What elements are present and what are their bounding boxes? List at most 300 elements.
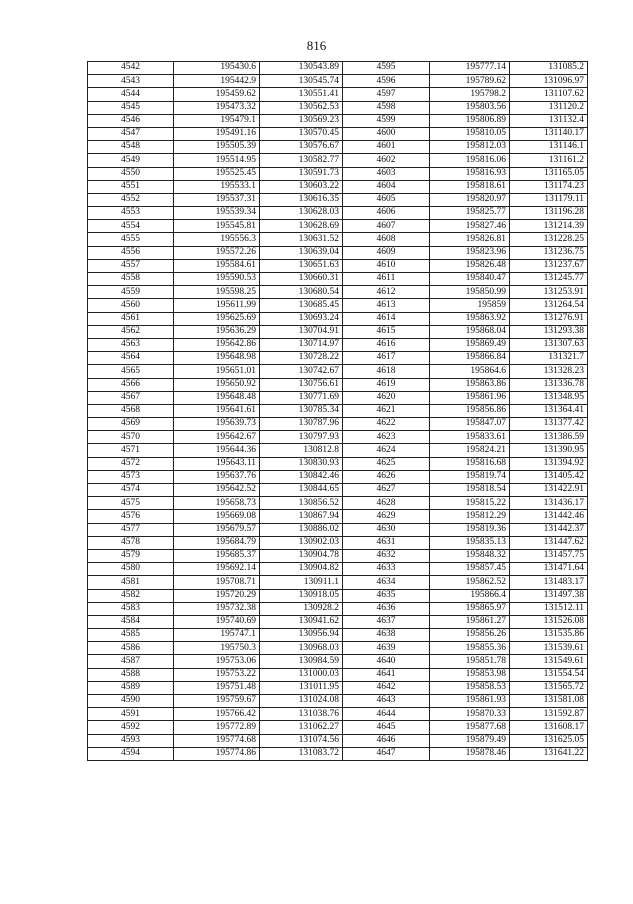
table-cell-y-coordinate: 131447.62: [510, 536, 588, 549]
table-row: [88, 101, 588, 114]
table-row: [88, 193, 588, 206]
table-cell-y-coordinate: 130956.94: [260, 629, 343, 642]
table-cell-x-coordinate: 195479.1: [174, 114, 260, 127]
table-cell-point-id: 4592: [88, 721, 174, 734]
table-cell-point-id: 4641: [343, 668, 430, 681]
table-cell-y-coordinate: 131132.4: [510, 114, 588, 127]
table-cell-y-coordinate: 130928.2: [260, 602, 343, 615]
table-cell-x-coordinate: 195819.36: [430, 523, 510, 536]
table-cell-point-id: 4543: [88, 75, 174, 88]
table-cell-x-coordinate: 195777.14: [430, 62, 510, 75]
table-cell-y-coordinate: 131535.86: [510, 629, 588, 642]
table-cell-point-id: 4584: [88, 615, 174, 628]
table-cell-point-id: 4621: [343, 404, 430, 417]
table-row: [88, 88, 588, 101]
table-cell-y-coordinate: 131074.56: [260, 734, 343, 747]
table-row: [88, 365, 588, 378]
table-cell-point-id: 4581: [88, 576, 174, 589]
table-cell-y-coordinate: 131592.87: [510, 708, 588, 721]
table-cell-point-id: 4573: [88, 470, 174, 483]
table-row: [88, 457, 588, 470]
table-cell-y-coordinate: 130576.67: [260, 141, 343, 154]
table-cell-y-coordinate: 131000.03: [260, 668, 343, 681]
table-cell-point-id: 4634: [343, 576, 430, 589]
table-cell-x-coordinate: 195870.33: [430, 708, 510, 721]
table-cell-x-coordinate: 195669.08: [174, 510, 260, 523]
table-cell-x-coordinate: 195774.86: [174, 747, 260, 760]
table-row: [88, 391, 588, 404]
table-row: [88, 721, 588, 734]
table-cell-point-id: 4617: [343, 352, 430, 365]
table-cell-x-coordinate: 195772.89: [174, 721, 260, 734]
table-cell-point-id: 4580: [88, 563, 174, 576]
table-row: [88, 615, 588, 628]
table-cell-y-coordinate: 131442.46: [510, 510, 588, 523]
table-cell-y-coordinate: 130941.62: [260, 615, 343, 628]
table-cell-x-coordinate: 195533.1: [174, 180, 260, 193]
table-cell-point-id: 4558: [88, 273, 174, 286]
table-cell-point-id: 4585: [88, 629, 174, 642]
table-cell-x-coordinate: 195863.92: [430, 312, 510, 325]
table-row: [88, 668, 588, 681]
table-cell-y-coordinate: 131641.22: [510, 747, 588, 760]
table-cell-x-coordinate: 195868.04: [430, 325, 510, 338]
table-cell-y-coordinate: 131236.75: [510, 246, 588, 259]
table-cell-point-id: 4559: [88, 286, 174, 299]
table-cell-y-coordinate: 131565.72: [510, 681, 588, 694]
table-cell-y-coordinate: 130551.41: [260, 88, 343, 101]
table-cell-point-id: 4547: [88, 127, 174, 140]
table-cell-point-id: 4610: [343, 259, 430, 272]
table-cell-y-coordinate: 130756.61: [260, 378, 343, 391]
table-cell-y-coordinate: 130844.65: [260, 484, 343, 497]
table-cell-x-coordinate: 195819.74: [430, 470, 510, 483]
table-cell-y-coordinate: 131364.41: [510, 404, 588, 417]
table-cell-y-coordinate: 131062.27: [260, 721, 343, 734]
table-cell-x-coordinate: 195650.92: [174, 378, 260, 391]
table-cell-y-coordinate: 131483.17: [510, 576, 588, 589]
table-cell-point-id: 4636: [343, 602, 430, 615]
table-row: [88, 325, 588, 338]
table-cell-point-id: 4589: [88, 681, 174, 694]
table-cell-y-coordinate: 131422.91: [510, 484, 588, 497]
table-cell-x-coordinate: 195651.01: [174, 365, 260, 378]
table-row: [88, 404, 588, 417]
table-cell-point-id: 4603: [343, 167, 430, 180]
table-row: [88, 141, 588, 154]
table-cell-y-coordinate: 131554.54: [510, 668, 588, 681]
table-cell-x-coordinate: 195430.6: [174, 62, 260, 75]
table-cell-y-coordinate: 131608.17: [510, 721, 588, 734]
table-cell-point-id: 4628: [343, 497, 430, 510]
table-cell-y-coordinate: 131377.42: [510, 418, 588, 431]
table-cell-point-id: 4554: [88, 220, 174, 233]
table-cell-y-coordinate: 131328.23: [510, 365, 588, 378]
table-cell-y-coordinate: 131011.95: [260, 681, 343, 694]
table-cell-y-coordinate: 130902.03: [260, 536, 343, 549]
table-cell-y-coordinate: 130904.78: [260, 549, 343, 562]
table-cell-point-id: 4647: [343, 747, 430, 760]
table-cell-x-coordinate: 195473.32: [174, 101, 260, 114]
table-cell-point-id: 4577: [88, 523, 174, 536]
table-cell-x-coordinate: 195858.53: [430, 681, 510, 694]
table-row: [88, 444, 588, 457]
table-cell-y-coordinate: 130628.03: [260, 207, 343, 220]
table-cell-y-coordinate: 130616.35: [260, 193, 343, 206]
table-row: [88, 747, 588, 760]
table-cell-y-coordinate: 131386.59: [510, 431, 588, 444]
table-cell-y-coordinate: 131096.97: [510, 75, 588, 88]
table-cell-y-coordinate: 131161.2: [510, 154, 588, 167]
table-cell-x-coordinate: 195856.26: [430, 629, 510, 642]
table-cell-x-coordinate: 195598.25: [174, 286, 260, 299]
table-cell-point-id: 4637: [343, 615, 430, 628]
table-cell-y-coordinate: 131307.63: [510, 338, 588, 351]
table-row: [88, 470, 588, 483]
table-cell-x-coordinate: 195825.77: [430, 207, 510, 220]
table-cell-x-coordinate: 195442.9: [174, 75, 260, 88]
table-cell-point-id: 4613: [343, 299, 430, 312]
table-cell-point-id: 4624: [343, 444, 430, 457]
table-cell-point-id: 4566: [88, 378, 174, 391]
table-cell-x-coordinate: 195684.79: [174, 536, 260, 549]
table-cell-x-coordinate: 195642.67: [174, 431, 260, 444]
table-cell-point-id: 4608: [343, 233, 430, 246]
table-cell-point-id: 4568: [88, 404, 174, 417]
table-row: [88, 220, 588, 233]
table-cell-point-id: 4597: [343, 88, 430, 101]
table-cell-point-id: 4643: [343, 695, 430, 708]
table-cell-x-coordinate: 195847.07: [430, 418, 510, 431]
table-row: [88, 62, 588, 75]
table-cell-point-id: 4588: [88, 668, 174, 681]
table-cell-y-coordinate: 131276.91: [510, 312, 588, 325]
table-cell-x-coordinate: 195658.73: [174, 497, 260, 510]
table-row: [88, 536, 588, 549]
table-cell-y-coordinate: 131146.1: [510, 141, 588, 154]
table-cell-y-coordinate: 131390.95: [510, 444, 588, 457]
table-cell-point-id: 4623: [343, 431, 430, 444]
table-row: [88, 299, 588, 312]
table-cell-y-coordinate: 130569.23: [260, 114, 343, 127]
table-cell-x-coordinate: 195848.32: [430, 549, 510, 562]
table-cell-y-coordinate: 130771.69: [260, 391, 343, 404]
table-row: [88, 75, 588, 88]
table-cell-x-coordinate: 195637.76: [174, 470, 260, 483]
table-cell-point-id: 4631: [343, 536, 430, 549]
table-cell-point-id: 4627: [343, 484, 430, 497]
table-cell-y-coordinate: 131165.05: [510, 167, 588, 180]
table-cell-x-coordinate: 195641.61: [174, 404, 260, 417]
table-cell-x-coordinate: 195491.16: [174, 127, 260, 140]
table-cell-point-id: 4549: [88, 154, 174, 167]
table-cell-point-id: 4622: [343, 418, 430, 431]
table-cell-x-coordinate: 195644.36: [174, 444, 260, 457]
table-cell-point-id: 4630: [343, 523, 430, 536]
table-cell-point-id: 4574: [88, 484, 174, 497]
table-cell-x-coordinate: 195798.2: [430, 88, 510, 101]
table-cell-y-coordinate: 131321.7: [510, 352, 588, 365]
table-cell-x-coordinate: 195865.97: [430, 602, 510, 615]
table-cell-y-coordinate: 130545.74: [260, 75, 343, 88]
table-cell-y-coordinate: 130785.34: [260, 404, 343, 417]
page-number: 816: [306, 38, 327, 53]
table-row: [88, 246, 588, 259]
table-cell-x-coordinate: 195584.61: [174, 259, 260, 272]
table-cell-x-coordinate: 195766.42: [174, 708, 260, 721]
table-cell-y-coordinate: 131457.75: [510, 549, 588, 562]
table-cell-point-id: 4551: [88, 180, 174, 193]
table-cell-x-coordinate: 195851.78: [430, 655, 510, 668]
table-cell-x-coordinate: 195639.73: [174, 418, 260, 431]
table-cell-point-id: 4626: [343, 470, 430, 483]
table-row: [88, 431, 588, 444]
table-cell-x-coordinate: 195861.96: [430, 391, 510, 404]
table-cell-y-coordinate: 131120.2: [510, 101, 588, 114]
table-cell-point-id: 4646: [343, 734, 430, 747]
table-cell-point-id: 4642: [343, 681, 430, 694]
table-cell-x-coordinate: 195679.57: [174, 523, 260, 536]
table-cell-x-coordinate: 195816.06: [430, 154, 510, 167]
table-cell-y-coordinate: 130856.52: [260, 497, 343, 510]
table-cell-point-id: 4593: [88, 734, 174, 747]
table-cell-point-id: 4553: [88, 207, 174, 220]
table-cell-point-id: 4576: [88, 510, 174, 523]
table-cell-x-coordinate: 195642.86: [174, 338, 260, 351]
table-cell-x-coordinate: 195827.46: [430, 220, 510, 233]
table-cell-x-coordinate: 195812.03: [430, 141, 510, 154]
table-row: [88, 734, 588, 747]
table-cell-point-id: 4565: [88, 365, 174, 378]
table-cell-x-coordinate: 195878.46: [430, 747, 510, 760]
table-cell-point-id: 4590: [88, 695, 174, 708]
table-cell-y-coordinate: 130797.93: [260, 431, 343, 444]
table-row: [88, 338, 588, 351]
table-cell-y-coordinate: 131245.77: [510, 273, 588, 286]
table-row: [88, 549, 588, 562]
table-cell-y-coordinate: 131107.62: [510, 88, 588, 101]
table-cell-y-coordinate: 131253.91: [510, 286, 588, 299]
table-cell-y-coordinate: 131336.78: [510, 378, 588, 391]
table-cell-point-id: 4629: [343, 510, 430, 523]
table-cell-point-id: 4555: [88, 233, 174, 246]
table-cell-x-coordinate: 195514.95: [174, 154, 260, 167]
table-cell-point-id: 4606: [343, 207, 430, 220]
table-row: [88, 629, 588, 642]
table-cell-x-coordinate: 195810.05: [430, 127, 510, 140]
table-cell-x-coordinate: 195643.11: [174, 457, 260, 470]
table-cell-y-coordinate: 130984.59: [260, 655, 343, 668]
table-cell-point-id: 4635: [343, 589, 430, 602]
table-cell-point-id: 4601: [343, 141, 430, 154]
table-cell-y-coordinate: 130631.52: [260, 233, 343, 246]
table-cell-point-id: 4562: [88, 325, 174, 338]
table-cell-y-coordinate: 131196.28: [510, 207, 588, 220]
table-cell-x-coordinate: 195750.3: [174, 642, 260, 655]
table-cell-x-coordinate: 195816.68: [430, 457, 510, 470]
table-cell-x-coordinate: 195835.13: [430, 536, 510, 549]
table-cell-point-id: 4550: [88, 167, 174, 180]
table-cell-point-id: 4615: [343, 325, 430, 338]
table-cell-x-coordinate: 195857.45: [430, 563, 510, 576]
table-cell-y-coordinate: 130918.05: [260, 589, 343, 602]
table-cell-y-coordinate: 130704.91: [260, 325, 343, 338]
table-cell-point-id: 4605: [343, 193, 430, 206]
table-cell-y-coordinate: 130830.93: [260, 457, 343, 470]
table-cell-y-coordinate: 130968.03: [260, 642, 343, 655]
table-cell-point-id: 4599: [343, 114, 430, 127]
table-cell-x-coordinate: 195826.81: [430, 233, 510, 246]
table-cell-x-coordinate: 195812.29: [430, 510, 510, 523]
table-cell-x-coordinate: 195864.6: [430, 365, 510, 378]
table-cell-point-id: 4619: [343, 378, 430, 391]
table-cell-x-coordinate: 195824.21: [430, 444, 510, 457]
table-cell-x-coordinate: 195753.06: [174, 655, 260, 668]
table-row: [88, 510, 588, 523]
table-cell-x-coordinate: 195815.22: [430, 497, 510, 510]
table-cell-x-coordinate: 195537.31: [174, 193, 260, 206]
table-row: [88, 589, 588, 602]
table-cell-y-coordinate: 130582.77: [260, 154, 343, 167]
table-row: [88, 602, 588, 615]
table-cell-x-coordinate: 195853.98: [430, 668, 510, 681]
table-cell-x-coordinate: 195840.47: [430, 273, 510, 286]
table-row: [88, 655, 588, 668]
table-cell-point-id: 4571: [88, 444, 174, 457]
table-cell-x-coordinate: 195879.49: [430, 734, 510, 747]
table-cell-y-coordinate: 131539.61: [510, 642, 588, 655]
table-cell-x-coordinate: 195720.29: [174, 589, 260, 602]
table-row: [88, 681, 588, 694]
table-cell-point-id: 4561: [88, 312, 174, 325]
table-cell-point-id: 4570: [88, 431, 174, 444]
table-row: [88, 378, 588, 391]
table-cell-y-coordinate: 130911.1: [260, 576, 343, 589]
table-cell-y-coordinate: 131442.37: [510, 523, 588, 536]
coordinates-table: [87, 61, 588, 761]
table-cell-y-coordinate: 131174.23: [510, 180, 588, 193]
table-cell-point-id: 4556: [88, 246, 174, 259]
table-cell-point-id: 4557: [88, 259, 174, 272]
table-cell-x-coordinate: 195642.52: [174, 484, 260, 497]
table-cell-x-coordinate: 195740.69: [174, 615, 260, 628]
table-cell-x-coordinate: 195648.48: [174, 391, 260, 404]
table-cell-x-coordinate: 195806.89: [430, 114, 510, 127]
table-cell-point-id: 4602: [343, 154, 430, 167]
table-cell-point-id: 4591: [88, 708, 174, 721]
table-cell-point-id: 4604: [343, 180, 430, 193]
table-cell-x-coordinate: 195862.52: [430, 576, 510, 589]
table-cell-x-coordinate: 195545.81: [174, 220, 260, 233]
table-cell-point-id: 4644: [343, 708, 430, 721]
table-cell-x-coordinate: 195866.4: [430, 589, 510, 602]
table-cell-x-coordinate: 195816.93: [430, 167, 510, 180]
table-cell-point-id: 4632: [343, 549, 430, 562]
table-row: [88, 642, 588, 655]
table-cell-point-id: 4560: [88, 299, 174, 312]
table-cell-x-coordinate: 195877.68: [430, 721, 510, 734]
table-cell-point-id: 4595: [343, 62, 430, 75]
table-row: [88, 180, 588, 193]
table-cell-point-id: 4586: [88, 642, 174, 655]
table-cell-y-coordinate: 131581.08: [510, 695, 588, 708]
table-cell-y-coordinate: 131179.11: [510, 193, 588, 206]
table-cell-point-id: 4544: [88, 88, 174, 101]
table-row: [88, 312, 588, 325]
table-cell-x-coordinate: 195539.34: [174, 207, 260, 220]
table-cell-y-coordinate: 130714.97: [260, 338, 343, 351]
table-cell-y-coordinate: 131140.17: [510, 127, 588, 140]
table-cell-y-coordinate: 131038.76: [260, 708, 343, 721]
table-row: [88, 563, 588, 576]
table-cell-x-coordinate: 195823.96: [430, 246, 510, 259]
table-cell-y-coordinate: 131436.17: [510, 497, 588, 510]
table-cell-y-coordinate: 130693.24: [260, 312, 343, 325]
table-cell-y-coordinate: 131549.61: [510, 655, 588, 668]
table-cell-y-coordinate: 131348.95: [510, 391, 588, 404]
table-row: [88, 484, 588, 497]
table-row: [88, 418, 588, 431]
table-cell-y-coordinate: 131024.08: [260, 695, 343, 708]
table-cell-point-id: 4578: [88, 536, 174, 549]
table-cell-point-id: 4548: [88, 141, 174, 154]
table-cell-x-coordinate: 195818.61: [430, 180, 510, 193]
table-cell-x-coordinate: 195869.49: [430, 338, 510, 351]
table-cell-point-id: 4645: [343, 721, 430, 734]
table-cell-point-id: 4616: [343, 338, 430, 351]
table-row: [88, 259, 588, 272]
table-cell-x-coordinate: 195789.62: [430, 75, 510, 88]
table-cell-x-coordinate: 195505.39: [174, 141, 260, 154]
table-cell-point-id: 4618: [343, 365, 430, 378]
table-row: [88, 207, 588, 220]
table-cell-point-id: 4611: [343, 273, 430, 286]
table-cell-y-coordinate: 131405.42: [510, 470, 588, 483]
table-cell-y-coordinate: 131214.39: [510, 220, 588, 233]
table-row: [88, 167, 588, 180]
table-cell-point-id: 4569: [88, 418, 174, 431]
table-cell-point-id: 4609: [343, 246, 430, 259]
table-cell-x-coordinate: 195774.68: [174, 734, 260, 747]
table-cell-point-id: 4545: [88, 101, 174, 114]
table-cell-point-id: 4638: [343, 629, 430, 642]
coordinates-table-body: [88, 62, 588, 761]
table-cell-point-id: 4625: [343, 457, 430, 470]
table-cell-x-coordinate: 195636.29: [174, 325, 260, 338]
table-row: [88, 114, 588, 127]
table-cell-y-coordinate: 130562.53: [260, 101, 343, 114]
table-cell-point-id: 4594: [88, 747, 174, 760]
table-cell-y-coordinate: 130742.67: [260, 365, 343, 378]
table-cell-point-id: 4639: [343, 642, 430, 655]
table-cell-y-coordinate: 131237.67: [510, 259, 588, 272]
table-cell-point-id: 4612: [343, 286, 430, 299]
table-cell-x-coordinate: 195866.84: [430, 352, 510, 365]
table-cell-point-id: 4600: [343, 127, 430, 140]
table-cell-x-coordinate: 195820.97: [430, 193, 510, 206]
table-row: [88, 233, 588, 246]
table-cell-point-id: 4546: [88, 114, 174, 127]
table-cell-point-id: 4582: [88, 589, 174, 602]
table-row: [88, 127, 588, 140]
table-row: [88, 352, 588, 365]
table-cell-point-id: 4563: [88, 338, 174, 351]
table-row: [88, 523, 588, 536]
table-cell-y-coordinate: 131394.92: [510, 457, 588, 470]
table-cell-point-id: 4579: [88, 549, 174, 562]
table-cell-point-id: 4542: [88, 62, 174, 75]
table-cell-point-id: 4640: [343, 655, 430, 668]
